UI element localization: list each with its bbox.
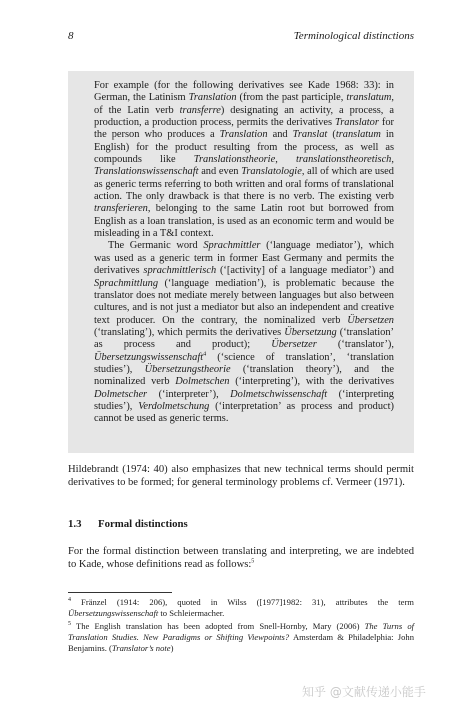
text-run: Übersetzen xyxy=(347,314,394,326)
text-run: Dolmetschen xyxy=(175,376,230,388)
body-paragraph-kade xyxy=(68,546,414,571)
footnote-marker: 5 xyxy=(251,558,255,565)
text-run: Translatologie xyxy=(241,166,302,178)
text-run: Translat xyxy=(292,129,328,141)
text-run: Übersetzungstheorie xyxy=(144,363,231,375)
text-run: , xyxy=(391,154,394,166)
section-title: Formal distinctions xyxy=(98,518,188,530)
footnote-marker: 4 xyxy=(68,597,71,604)
text-run: Dolmetscher xyxy=(94,388,148,400)
text-run: The Turns of Translation Studies. New Paradigms or Shifting Viewpoints? xyxy=(68,621,415,642)
text-run: Translator’s note xyxy=(111,643,171,653)
text-run: ( xyxy=(327,129,336,141)
text-run: (‘translator’), xyxy=(316,339,394,351)
text-run: Übersetzung xyxy=(284,326,337,338)
body-paragraph-hildebrandt xyxy=(68,464,414,489)
text-run: and even xyxy=(198,166,242,178)
text-run: Übersetzungswissenschaft xyxy=(94,351,204,363)
text-run: (‘interpretation’ as process and product) cannot be used as generic terms. xyxy=(94,400,394,425)
text-run: to Schleiermacher. xyxy=(158,608,225,618)
text-run: Translation xyxy=(188,92,237,104)
text-run: , belonging to the same Latin root but borrowed from English as a loan translation, is used as an economic term and would be misleading in a T&I context. xyxy=(94,203,394,240)
text-run: (‘interpreting’), with the derivatives xyxy=(229,376,394,388)
text-run: Translationstheorie xyxy=(193,154,276,166)
text-run: (‘language mediation’), is problematic because the translator does not mediate merely between languages but also between cultures, and is not just a mediator but also an independent and creative text producer. On the contrary, the nominalized verb xyxy=(94,277,394,326)
text-run: Translator xyxy=(335,117,379,129)
footnote-marker: 5 xyxy=(68,621,71,628)
body-paragraph-text: Hildebrandt (1974: 40) also emphasizes that new technical terms should permit derivatives to be formed; for general terminology problems cf. Vermeer (1971). xyxy=(68,464,414,488)
text-run: (‘translating’), which permits the derivatives xyxy=(94,326,285,338)
text-run: in English) for the product resulting from the process, as well as compounds like xyxy=(94,129,394,166)
text-run: (‘science of translation’, ‘translation studies’), xyxy=(94,351,394,375)
text-run: transferieren xyxy=(94,203,148,215)
text-run: and xyxy=(267,129,293,141)
text-run: translatum xyxy=(335,129,381,141)
text-run: , of the Latin verb xyxy=(94,92,394,116)
footnote-4 xyxy=(68,597,414,619)
text-run: for the person who produces a xyxy=(94,117,394,141)
text-run: (‘translation theory’), and the nominalized verb xyxy=(94,363,394,388)
text-run: Verdolmetschung xyxy=(138,400,210,412)
text-run: For example (for the following derivatives see Kade 1968: 33): in German, the Latinism xyxy=(94,80,394,104)
text-run: translationstheoretisch xyxy=(295,154,392,166)
page-number: 8 xyxy=(68,30,74,42)
text-run: , all of which are used as generic terms referring to both written and oral forms of translational action. The only drawback is that there is no verb. The existing verb xyxy=(94,166,394,203)
text-run: transferre xyxy=(179,104,221,116)
text-run: translatum xyxy=(346,92,392,104)
text-run: The Germanic word xyxy=(108,240,204,252)
text-run: sprachmittlerisch xyxy=(143,265,217,277)
watermark: 知乎 @文献传递小能手 xyxy=(302,685,426,699)
text-run: ) xyxy=(170,643,174,653)
text-run: Sprachmittlung xyxy=(94,277,159,289)
section-number: 1.3 xyxy=(68,518,82,530)
text-run: Translationswissenschaft xyxy=(94,166,199,178)
text-run: Amsterdam & Philadelphia: John Benjamins. ( xyxy=(68,632,414,653)
text-run: Sprachmittler xyxy=(203,240,261,252)
text-run: Translation xyxy=(219,129,268,141)
text-run: (‘language mediator’), which was used as a generic term in former East Germany and permits the derivatives xyxy=(94,240,394,277)
text-run: (‘interpreting studies’), xyxy=(94,388,394,412)
text-run: , xyxy=(275,154,296,166)
text-run: Übersetzer xyxy=(271,339,317,351)
text-run: (‘[activity] of a language mediator’) and xyxy=(216,265,394,277)
text-run: (‘translation’ as process and product); xyxy=(94,326,394,351)
text-run: Fränzel (1914: 206), quoted in Wilss ([1977]1982: 31), attributes the term xyxy=(71,597,414,607)
running-header xyxy=(68,30,414,44)
footnotes xyxy=(68,597,414,654)
box-paragraph-2 xyxy=(94,240,394,425)
footnote-5 xyxy=(68,621,414,654)
footnote-marker: 4 xyxy=(203,351,207,358)
section-heading xyxy=(68,518,414,530)
body-paragraph-text: For the formal distinction between translating and interpreting, we are indebted to Kade, whose definitions read as follows: xyxy=(68,546,414,570)
text-run: (from the past participle, xyxy=(236,92,347,104)
text-run: The English translation has been adopted from Snell-Hornby, Mary (2006) xyxy=(71,621,365,631)
text-run: Übersetzungswissenschaft xyxy=(68,608,159,618)
quoted-example-box xyxy=(68,71,414,453)
text-run: (‘interpreter’), xyxy=(147,388,231,400)
box-content xyxy=(94,80,394,426)
text-run: Dolmetschwissenschaft xyxy=(230,388,328,400)
box-paragraph-1 xyxy=(94,80,394,240)
text-run: ) designating an activity, a process, a production, a production process, permits the derivatives xyxy=(94,104,394,129)
footnote-rule xyxy=(68,592,172,593)
running-title: Terminological distinctions xyxy=(293,30,414,42)
